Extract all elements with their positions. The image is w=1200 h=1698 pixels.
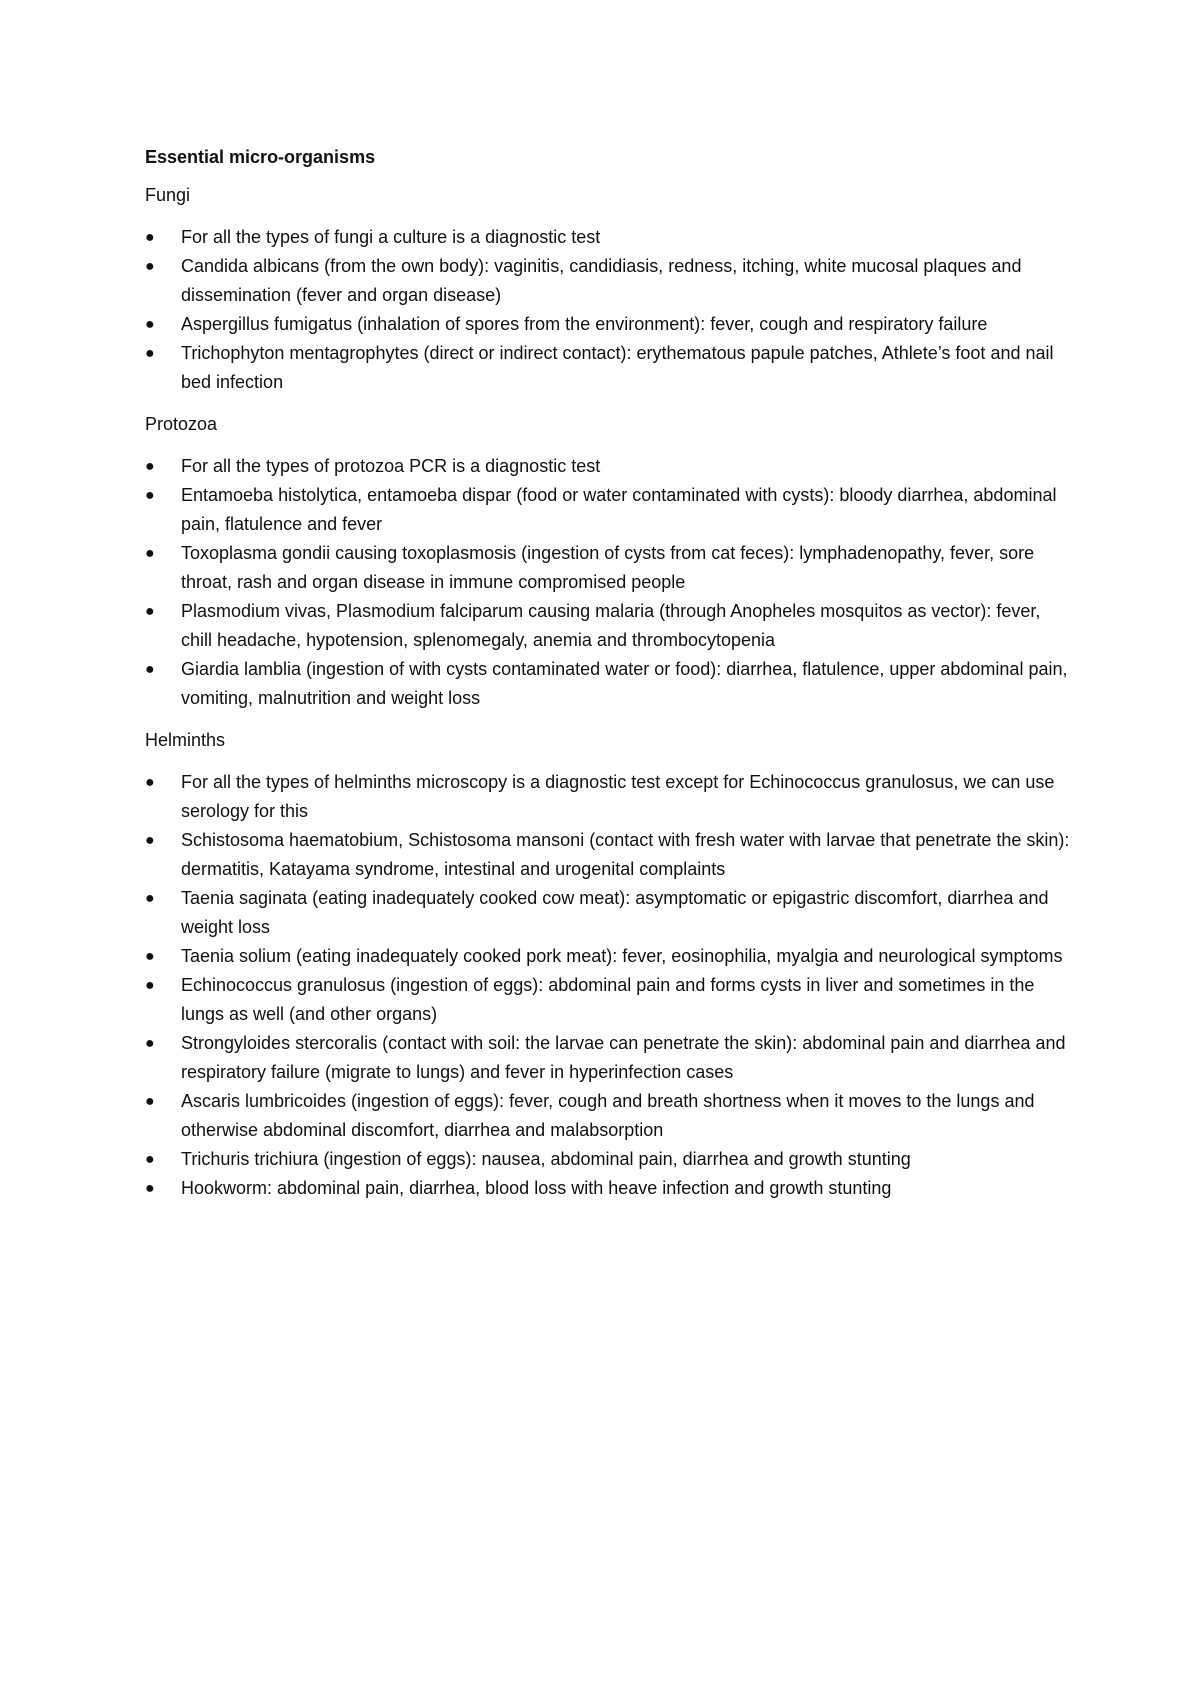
list-item-text: Hookworm: abdominal pain, diarrhea, blood loss with heave infection and growth stunting	[181, 1178, 892, 1198]
list-item-text: Trichuris trichiura (ingestion of eggs): nausea, abdominal pain, diarrhea and growth stunting	[181, 1149, 911, 1169]
list-item	[145, 597, 1075, 655]
bullet-icon: ●	[145, 774, 155, 791]
list-item	[145, 655, 1075, 713]
list-item	[145, 942, 1075, 971]
list-item-text: Aspergillus fumigatus (inhalation of spores from the environment): fever, cough and respiratory failure	[181, 314, 988, 334]
bullet-icon: ●	[145, 948, 155, 965]
list-item	[145, 481, 1075, 539]
bullet-icon: ●	[145, 661, 155, 678]
bullet-icon: ●	[145, 316, 155, 333]
list-item-text: For all the types of fungi a culture is a diagnostic test	[181, 227, 601, 247]
bullet-list-fungi	[145, 223, 1075, 397]
section-protozoa	[145, 413, 1075, 713]
bullet-icon: ●	[145, 458, 155, 475]
document-title: Essential micro-organisms	[145, 147, 376, 167]
list-item	[145, 310, 1075, 339]
list-item	[145, 539, 1075, 597]
list-item	[145, 768, 1075, 826]
bullet-list-helminths	[145, 768, 1075, 1203]
list-item-text: Candida albicans (from the own body): vaginitis, candidiasis, redness, itching, white mucosal plaques and dissemination (fever and organ disease)	[181, 256, 1022, 305]
bullet-icon: ●	[145, 545, 155, 562]
list-item	[145, 1087, 1075, 1145]
section-heading-fungi: Fungi	[145, 185, 191, 205]
section-heading-protozoa: Protozoa	[145, 414, 218, 434]
list-item	[145, 252, 1075, 310]
list-item-text: For all the types of helminths microscopy is a diagnostic test except for Echinococcus granulosus, we can use serology for this	[181, 772, 1055, 821]
section-helminths	[145, 729, 1075, 1203]
bullet-icon: ●	[145, 487, 155, 504]
list-item-text: Plasmodium vivas, Plasmodium falciparum causing malaria (through Anopheles mosquitos as vector): fever, chill headache, hypotension, splenomegaly, anemia and thrombocytopenia	[181, 601, 1041, 650]
bullet-icon: ●	[145, 1180, 155, 1197]
bullet-icon: ●	[145, 1035, 155, 1052]
list-item-text: Schistosoma haematobium, Schistosoma mansoni (contact with fresh water with larvae that penetrate the skin): dermatitis, Katayama syndrome, intestinal and urogenital complaints	[181, 830, 1070, 879]
list-item	[145, 1174, 1075, 1203]
list-item-text: Toxoplasma gondii causing toxoplasmosis (ingestion of cysts from cat feces): lymphadenopathy, fever, sore throat, rash and organ disease in immune compromised people	[181, 543, 1035, 592]
list-item	[145, 452, 1075, 481]
list-item	[145, 1145, 1075, 1174]
list-item-text: For all the types of protozoa PCR is a diagnostic test	[181, 456, 601, 476]
bullet-icon: ●	[145, 1151, 155, 1168]
bullet-list-protozoa	[145, 452, 1075, 713]
list-item-text: Echinococcus granulosus (ingestion of eggs): abdominal pain and forms cysts in liver and sometimes in the lungs as well (and other organs)	[181, 975, 1035, 1024]
list-item-text: Giardia lamblia (ingestion of with cysts contaminated water or food): diarrhea, flatulence, upper abdominal pain, vomiting, malnutrition and weight loss	[181, 659, 1068, 708]
bullet-icon: ●	[145, 890, 155, 907]
list-item-text: Strongyloides stercoralis (contact with soil: the larvae can penetrate the skin): abdominal pain and diarrhea and respiratory failure (migrate to lungs) and fever in hyperinfection cases	[181, 1033, 1066, 1082]
list-item-text: Trichophyton mentagrophytes (direct or indirect contact): erythematous papule patches, Athlete’s foot and nail bed infection	[181, 343, 1054, 392]
list-item	[145, 971, 1075, 1029]
bullet-icon: ●	[145, 258, 155, 275]
list-item	[145, 1029, 1075, 1087]
list-item-text: Ascaris lumbricoides (ingestion of eggs): fever, cough and breath shortness when it moves to the lungs and otherwise abdominal discomfort, diarrhea and malabsorption	[181, 1091, 1035, 1140]
bullet-icon: ●	[145, 229, 155, 246]
list-item	[145, 884, 1075, 942]
bullet-icon: ●	[145, 603, 155, 620]
document-page	[145, 146, 1075, 1219]
list-item-text: Entamoeba histolytica, entamoeba dispar (food or water contaminated with cysts): bloody diarrhea, abdominal pain, flatulence and fever	[181, 485, 1057, 534]
bullet-icon: ●	[145, 832, 155, 849]
section-fungi	[145, 184, 1075, 397]
list-item-text: Taenia solium (eating inadequately cooked pork meat): fever, eosinophilia, myalgia and neurological symptoms	[181, 946, 1063, 966]
list-item	[145, 223, 1075, 252]
bullet-icon: ●	[145, 977, 155, 994]
section-heading-helminths: Helminths	[145, 730, 226, 750]
bullet-icon: ●	[145, 345, 155, 362]
list-item-text: Taenia saginata (eating inadequately cooked cow meat): asymptomatic or epigastric discomfort, diarrhea and weight loss	[181, 888, 1049, 937]
bullet-icon: ●	[145, 1093, 155, 1110]
list-item	[145, 339, 1075, 397]
list-item	[145, 826, 1075, 884]
